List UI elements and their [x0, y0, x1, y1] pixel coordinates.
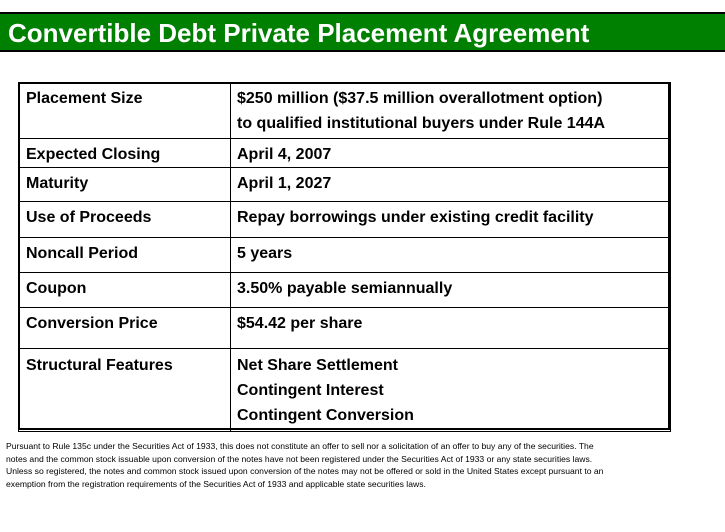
terms-table [18, 82, 671, 432]
term-value [231, 349, 671, 432]
value-line: $250 million ($37.5 million overallotment option) [237, 90, 603, 107]
term-value: $54.42 per share [231, 308, 671, 349]
term-value: Repay borrowings under existing credit facility [231, 202, 671, 238]
term-label: Structural Features [19, 349, 231, 432]
title-bar [0, 12, 725, 52]
disclaimer-line: exemption from the registration requirements of the Securities Act of 1933 and applicable state securities laws. [6, 478, 426, 489]
legal-disclaimer [6, 440, 722, 490]
term-label: Use of Proceeds [19, 202, 231, 238]
disclaimer-line: notes and the common stock issuable upon conversion of the notes have not been registered under the Securities Act of 1933 or any state securities laws. [6, 453, 593, 464]
table-row-expected-closing [19, 139, 671, 168]
table-row-coupon [19, 273, 671, 308]
table-row-placement-size [19, 83, 671, 139]
disclaimer-line: Unless so registered, the notes and common stock issued upon conversion of the notes may not be offered or sold in the United States except pursuant to an [6, 466, 604, 476]
term-value: April 1, 2027 [231, 168, 671, 202]
table-row-conversion-price [19, 308, 671, 349]
term-label: Maturity [19, 168, 231, 202]
value-line: Contingent Conversion [237, 407, 414, 424]
table-row-structural-features [19, 349, 671, 432]
term-label: Coupon [19, 273, 231, 308]
table-row-maturity [19, 168, 671, 202]
disclaimer-line: Pursuant to Rule 135c under the Securities Act of 1933, this does not constitute an offer to sell nor a solicitation of an offer to buy any of the securities. The [6, 441, 594, 451]
term-value: 3.50% payable semiannually [231, 273, 671, 308]
term-value: April 4, 2007 [231, 139, 671, 168]
page-title: Convertible Debt Private Placement Agreement [8, 18, 590, 48]
term-label: Placement Size [19, 83, 231, 139]
term-value [231, 83, 671, 139]
term-label: Conversion Price [19, 308, 231, 349]
term-value: 5 years [231, 238, 671, 273]
value-line: Contingent Interest [237, 382, 384, 399]
value-line: Net Share Settlement [237, 357, 398, 374]
term-label: Expected Closing [19, 139, 231, 168]
table-row-use-of-proceeds [19, 202, 671, 238]
table-row-noncall-period [19, 238, 671, 273]
value-line: to qualified institutional buyers under Rule 144A [237, 115, 606, 132]
term-label: Noncall Period [19, 238, 231, 273]
